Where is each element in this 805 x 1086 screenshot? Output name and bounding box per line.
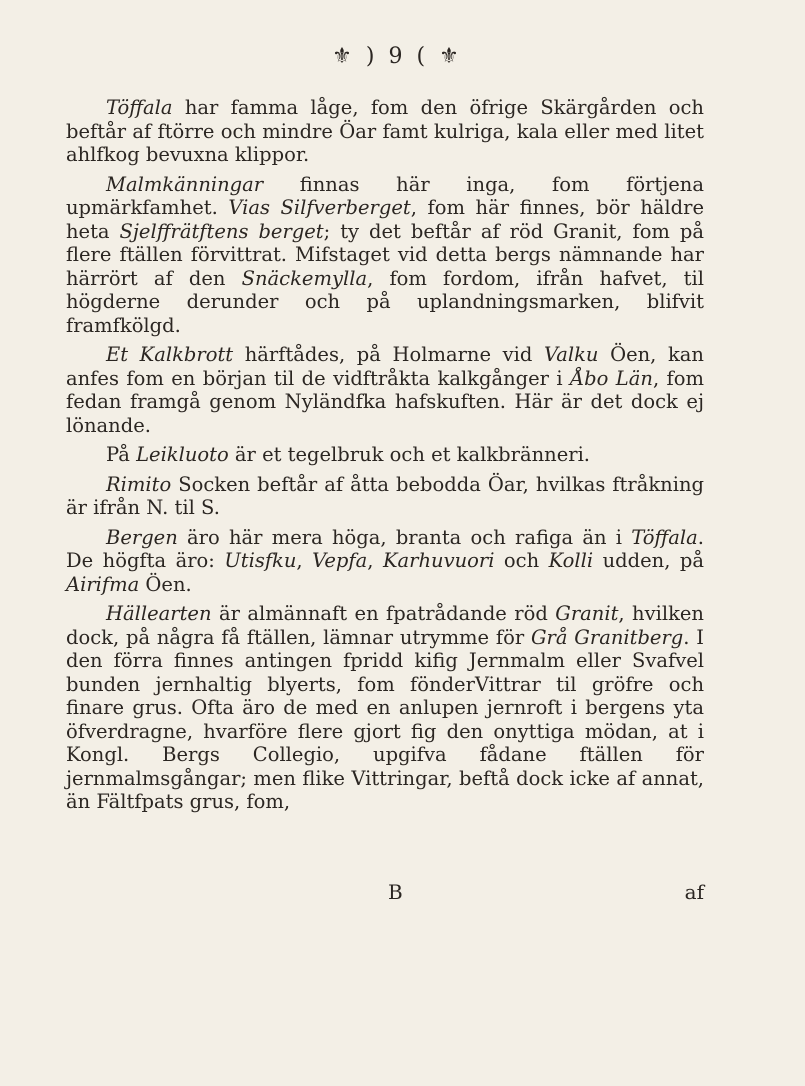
signature-mark: B <box>388 880 403 904</box>
paragraph-malmkanningar: Malmkänningar finnas här inga, fom förtjena upmärkfamhet. Vias Silfverberget, fom här finnes, bör häldre heta Sjelffrätftens berget; ty det beftår af röd Granit, fom på flere ftällen förvittrat. Mifstaget vid detta bergs nämnande har härrört af den Snäckemylla, fom fordom, ifrån hafvet, til högderne derunder och på uplandningsmarken, blifvit framfkölgd. <box>66 172 705 337</box>
left-parenthesis: ) <box>365 44 389 69</box>
body-text <box>66 96 704 820</box>
fleur-de-lis-ornament-left: ⚜ <box>332 44 366 69</box>
page-header <box>0 44 805 69</box>
paragraph-bergen: Bergen äro här mera höga, branta och rafiga än i Töffala. De högfta äro: Utisfku, Vepfa, Karhuvuori och Kolli udden, på Airifma Öen. <box>66 525 704 596</box>
paragraph-halleart: Hällearten är almännaft en fpatrådande röd Granit, hvilken dock, på några få ftällen, lämnar utrymme för Grå Granitberg. I den förra finnes antingen fpridd kifig Jernmalm eller Svafvel bunden jernhaltig blyerts, fom fönderVittrar til gröfre och finare grus. Ofta äro de med en anlupen jernroft i bergens yta öfverdragne, hvarföre flere gjort fig den onyttiga mödan, at i Kongl. Bergs Collegio, upgifva fådane ftällen för jernmalmsgångar; men flike Vittringar, beftå dock icke af annat, än Fältfpats grus, fom, <box>66 602 704 813</box>
page-number: 9 <box>388 44 417 69</box>
right-parenthesis: ( <box>416 44 440 69</box>
paragraph-kalkbrott: Et Kalkbrott härftådes, på Holmarne vid Valku Öen, kan anfes fom en början til de vidftråkta kalkgånger i Åbo Län, fom fedan framgå genom Nyländfka hafskuften. Här är det dock ej lönande. <box>66 343 704 437</box>
paragraph-rimito: Rimito Socken beftår af åtta bebodda Öar, hvilkas ftråkning är ifrån N. til S. <box>66 472 704 519</box>
catchword: af <box>684 880 704 904</box>
paragraph-leikluoto: På Leikluoto är et tegelbruk och et kalkbränneri. <box>106 443 590 466</box>
fleur-de-lis-ornament-right: ⚜ <box>439 44 473 69</box>
paragraph-toffala: Töffala har famma låge, fom den öfrige Skärgården och beftår af ftörre och mindre Öar famt kulriga, kala eller med litet ahlfkog bevuxna klippor. <box>66 96 704 166</box>
